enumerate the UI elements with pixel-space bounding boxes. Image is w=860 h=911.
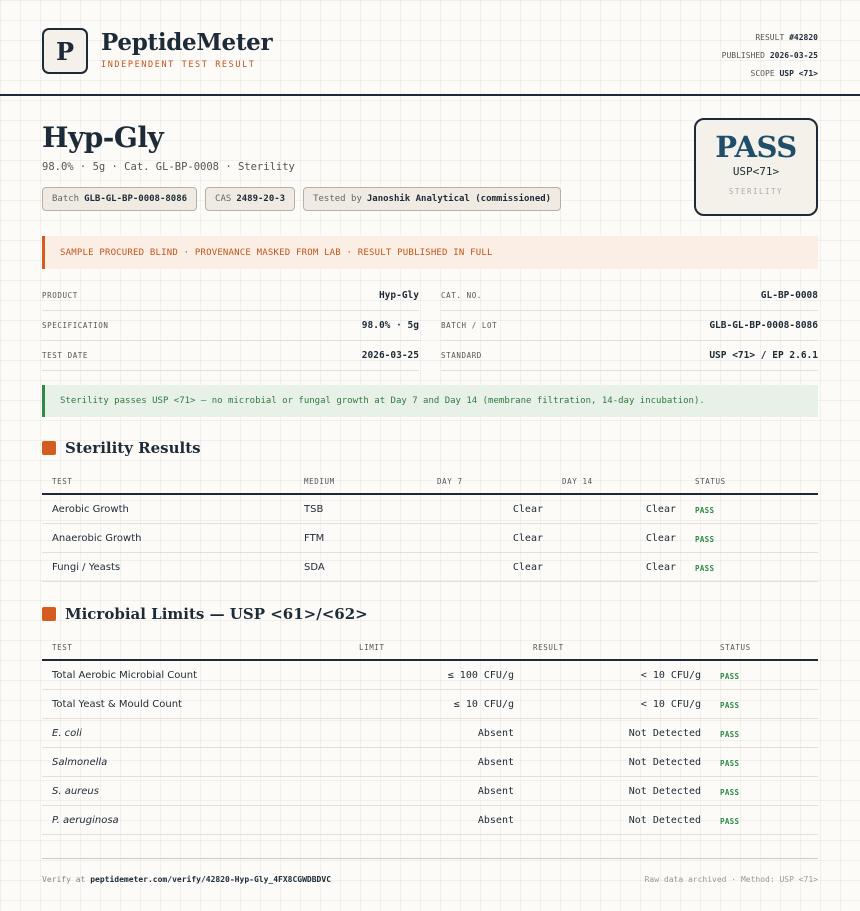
info-left xyxy=(42,281,419,371)
status-badge: PASS xyxy=(720,788,740,797)
scope-label: SCOPE xyxy=(750,69,775,78)
verify-link[interactable]: peptidemeter.com/verify/42820-Hyp-Gly_4FX8CGWDBDVC xyxy=(90,875,332,884)
sterility-summary-banner: Sterility passes USP <71> — no microbial or fungal growth at Day 7 and Day 14 (membrane filtration, 14-day incubation). xyxy=(42,385,818,417)
table-row: Salmonella Absent Not Detected PASS xyxy=(42,748,818,777)
archive-note: Raw data archived · Method: USP <71> xyxy=(644,875,818,884)
info-row: PRODUCT Hyp-Gly xyxy=(42,281,419,311)
info-row: TEST DATE 2026-03-25 xyxy=(42,341,419,371)
section-marker-icon xyxy=(42,441,56,455)
section-marker-icon xyxy=(42,607,56,621)
sterility-section-heading: Sterility Results xyxy=(42,439,201,457)
status-badge: PASS xyxy=(720,759,740,768)
status-badge: PASS xyxy=(720,701,740,710)
table-row: Aerobic Growth TSB Clear Clear PASS xyxy=(42,495,818,524)
info-row: SPECIFICATION 98.0% · 5g xyxy=(42,311,419,341)
microbial-section-heading: Microbial Limits — USP <61>/<62> xyxy=(42,605,368,623)
batch-chip: Batch GLB-GL-BP-0008-8086 xyxy=(42,187,197,211)
status-badge: PASS xyxy=(720,672,740,681)
table-header: TEST MEDIUM DAY 7 DAY 14 STATUS xyxy=(42,467,818,495)
status-badge: PASS xyxy=(695,506,715,515)
product-title: Hyp-Gly xyxy=(42,121,164,154)
sterility-table xyxy=(42,467,818,582)
blind-sample-banner: SAMPLE PROCURED BLIND · PROVENANCE MASKED FROM LAB · RESULT PUBLISHED IN FULL xyxy=(42,236,818,269)
status-badge: PASS xyxy=(695,535,715,544)
table-row: P. aeruginosa Absent Not Detected PASS xyxy=(42,806,818,835)
report-header xyxy=(0,0,860,96)
badge-category: STERILITY xyxy=(728,187,784,196)
status-badge: PASS xyxy=(720,817,740,826)
brand-tagline: INDEPENDENT TEST RESULT xyxy=(101,60,256,70)
tested-by-chip: Tested by Janoshik Analytical (commissioned) xyxy=(303,187,561,211)
chip-row xyxy=(42,187,561,211)
table-row: Fungi / Yeasts SDA Clear Clear PASS xyxy=(42,553,818,582)
badge-standard: USP<71> xyxy=(732,165,780,178)
status-badge: PASS xyxy=(695,564,715,573)
table-row: Total Aerobic Microbial Count ≤ 100 CFU/g < 10 CFU/g PASS xyxy=(42,661,818,690)
published-label: PUBLISHED xyxy=(721,51,765,60)
scope-value: USP <71> xyxy=(779,69,818,78)
report-meta xyxy=(722,29,818,83)
badge-result: PASS xyxy=(715,130,797,164)
table-row: S. aureus Absent Not Detected PASS xyxy=(42,777,818,806)
result-number: #42820 xyxy=(789,33,818,42)
microbial-table xyxy=(42,633,818,835)
published-date: 2026-03-25 xyxy=(769,51,818,60)
info-row: CAT. NO. GL-BP-0008 xyxy=(441,281,818,311)
table-header: TEST LIMIT RESULT STATUS xyxy=(42,633,818,661)
info-row: BATCH / LOT GLB-GL-BP-0008-8086 xyxy=(441,311,818,341)
product-subtitle: 98.0% · 5g · Cat. GL-BP-0008 · Sterility xyxy=(42,161,295,173)
status-badge: PASS xyxy=(720,730,740,739)
pass-badge xyxy=(694,118,818,216)
report-footer xyxy=(42,858,818,898)
verify-text: Verify at peptidemeter.com/verify/42820-Hyp-Gly_4FX8CGWDBDVC xyxy=(42,875,332,884)
info-row: STANDARD USP <71> / EP 2.6.1 xyxy=(441,341,818,371)
result-label: RESULT xyxy=(755,33,785,42)
table-row: E. coli Absent Not Detected PASS xyxy=(42,719,818,748)
table-row: Total Yeast & Mould Count ≤ 10 CFU/g < 10 CFU/g PASS xyxy=(42,690,818,719)
brand-name: PeptideMeter xyxy=(101,29,273,56)
info-right xyxy=(441,281,818,371)
cas-chip: CAS 2489-20-3 xyxy=(205,187,295,211)
logo-icon: P xyxy=(42,28,88,74)
table-row: Anaerobic Growth FTM Clear Clear PASS xyxy=(42,524,818,553)
